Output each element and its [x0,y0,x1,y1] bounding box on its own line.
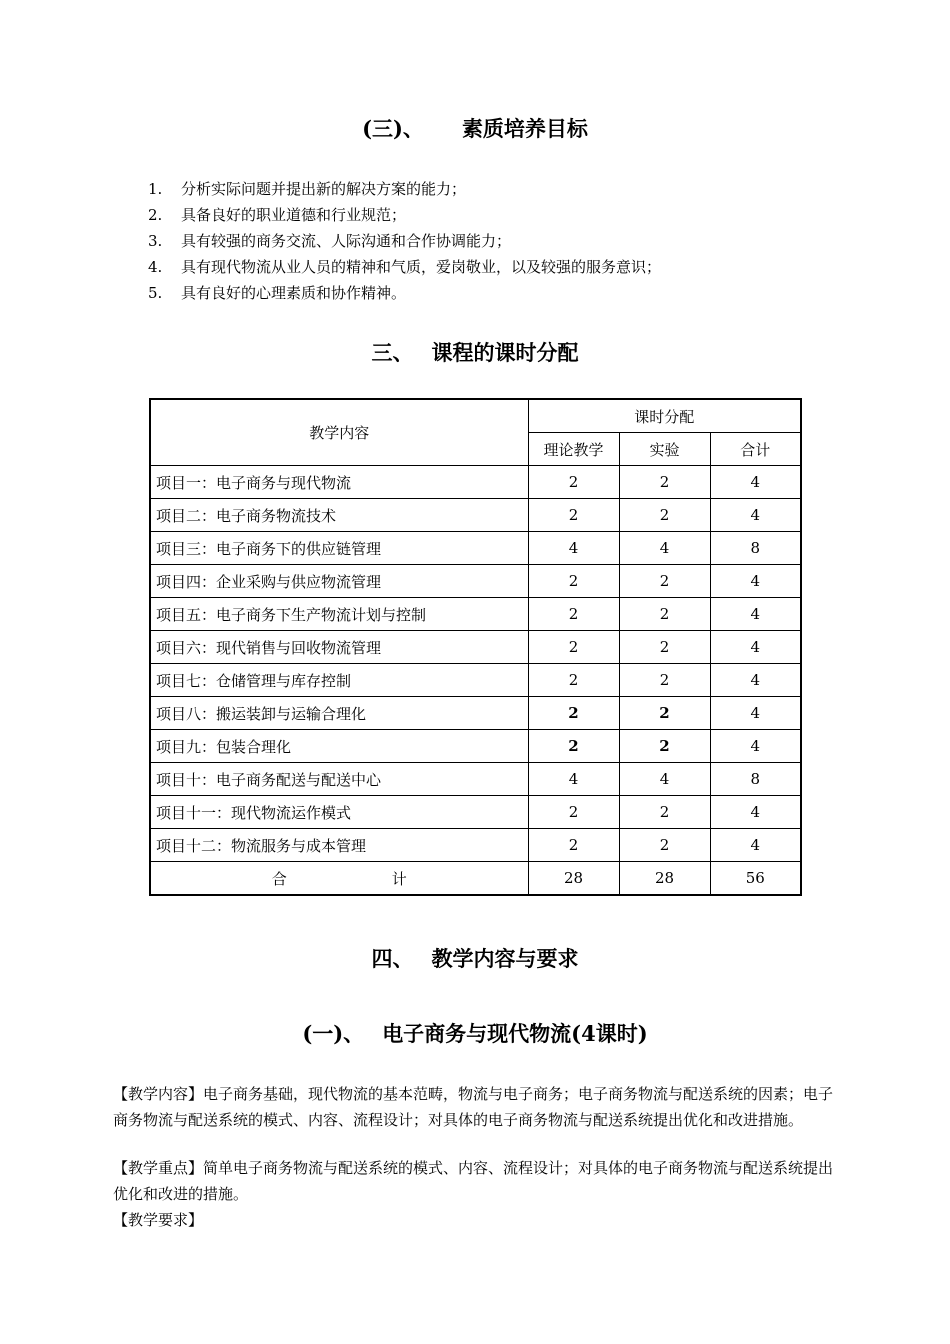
quality-heading-num: (三)、 [362,116,424,141]
table-row: 项目九：包装合理化 2 2 4 [150,730,801,763]
list-item: 4. 具有现代物流从业人员的精神和气质，爱岗敬业，以及较强的服务意识； [148,258,662,276]
subsection-heading-num: (一)、 [302,1021,365,1046]
teaching-focus-label: 【教学重点】 [113,1159,204,1177]
table-row: 项目十：电子商务配送与配送中心 4 4 8 [150,763,801,796]
teaching-requirements-label: 【教学要求】 [113,1211,204,1229]
table-row: 项目五：电子商务下生产物流计划与控制 2 2 4 [150,598,801,631]
table-row: 项目十一：现代物流运作模式 2 2 4 [150,796,801,829]
teaching-focus-paragraph [113,1155,837,1207]
table-row: 项目三：电子商务下的供应链管理 4 4 8 [150,532,801,565]
quality-heading [0,113,950,143]
header-content: 教学内容 [150,399,528,466]
content-heading-num: 四、 [371,946,414,971]
table-row: 项目八：搬运装卸与运输合理化 2 2 4 [150,697,801,730]
total-theory: 28 [528,862,619,896]
total-label: 合 计 [150,862,528,896]
hours-table [149,398,802,896]
teaching-focus-text: 简单电子商务物流与配送系统的模式、内容、流程设计；对具体的电子商务物流与配送系统提出优化和改进的措施。 [113,1159,834,1203]
total-lab: 28 [619,862,710,896]
table-row: 项目二：电子商务物流技术 2 2 4 [150,499,801,532]
quality-list [148,176,661,306]
table-total-row [150,862,801,896]
teaching-content-text: 电子商务基础，现代物流的基本范畴，物流与电子商务；电子商务物流与配送系统的因素；电子商务物流与配送系统的模式、内容、流程设计；对具体的电子商务物流与配送系统提出优化和改进措施。 [113,1085,834,1129]
table-header-row [150,399,801,433]
content-heading [0,943,950,973]
table-row: 项目四：企业采购与供应物流管理 2 2 4 [150,565,801,598]
teaching-content-paragraph [113,1081,837,1133]
hours-heading-num: 三、 [371,340,414,365]
list-item: 3. 具有较强的商务交流、人际沟通和合作协调能力； [148,232,512,250]
list-item: 1. 分析实际问题并提出新的解决方案的能力； [148,180,467,198]
quality-heading-title: 素质培养目标 [461,116,588,141]
list-item: 5. 具有良好的心理素质和协作精神。 [148,284,407,302]
list-item: 2. 具备良好的职业道德和行业规范； [148,206,407,224]
header-total: 合计 [710,433,801,466]
total-total: 56 [710,862,801,896]
content-heading-title: 教学内容与要求 [431,946,579,971]
teaching-requirements-paragraph [113,1207,837,1233]
teaching-content-label: 【教学内容】 [113,1085,204,1103]
hours-heading-title: 课程的课时分配 [431,340,579,365]
header-theory: 理论教学 [528,433,619,466]
table-row: 项目七：仓储管理与库存控制 2 2 4 [150,664,801,697]
subsection-heading-title: 电子商务与现代物流(4课时) [382,1021,648,1046]
hours-heading [0,337,950,367]
header-hours-group: 课时分配 [528,399,801,433]
table-row: 项目六：现代销售与回收物流管理 2 2 4 [150,631,801,664]
header-lab: 实验 [619,433,710,466]
table-row: 项目一：电子商务与现代物流 2 2 4 [150,466,801,499]
subsection-heading [0,1018,950,1048]
table-row: 项目十二：物流服务与成本管理 2 2 4 [150,829,801,862]
